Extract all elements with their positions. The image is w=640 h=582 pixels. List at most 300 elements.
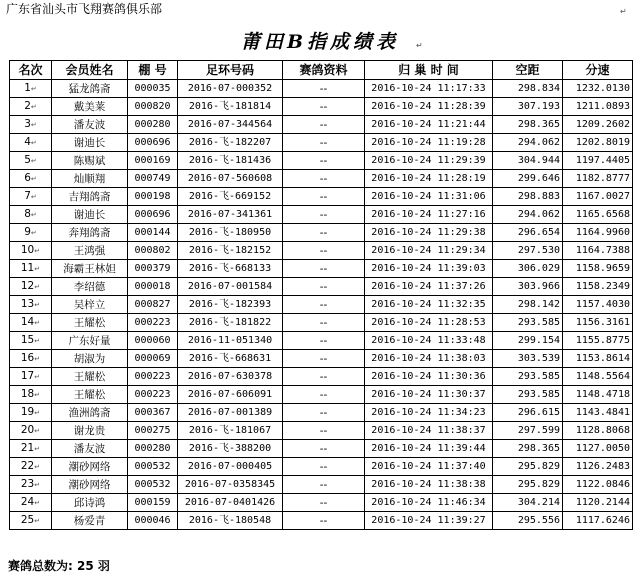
cell-pigeon-info-text: -- [319,424,328,437]
cell-rank-text: 24 [20,496,35,508]
cell-distance-text: 307.193 [517,100,560,112]
cell-loft-number-text: 000198 [134,190,171,202]
cell-member-name-text: 王耀松 [73,388,106,401]
cell-loft-number-text: 000802 [134,244,171,256]
cell-distance [493,206,563,224]
cell-ring-number [178,260,283,278]
cell-rank-text: 23 [20,478,35,490]
cell-loft-number-text: 000379 [134,262,171,274]
cell-member-name-text: 潘友波 [73,118,106,131]
cell-ring-number-text: 2016-11-051340 [187,334,273,346]
cell-member-name-text: 谢龙贵 [73,424,106,437]
cell-arrival-time [365,278,493,296]
cell-member-name [52,278,128,296]
cell-rank-text: 10 [20,244,35,256]
cell-speed-text: 1155.8775 [575,334,630,346]
table-row [10,116,633,134]
cell-member-name-text: 广东好量 [68,334,111,347]
cell-arrival-time-text: 2016-10-24 11:28:39 [371,100,486,112]
cell-loft-number [128,296,178,314]
cell-distance [493,458,563,476]
cell-speed [563,494,633,512]
cell-distance-text: 295.829 [517,478,560,490]
cell-pigeon-info-text: -- [319,352,328,365]
cell-rank-text: 6 [24,172,31,184]
cell-rank [10,242,52,260]
paragraph-mark: ↵ [30,157,37,165]
cell-ring-number [178,440,283,458]
cell-loft-number-text: 000275 [134,424,171,436]
cell-distance-text: 299.646 [517,172,560,184]
cell-pigeon-info [283,350,365,368]
cell-arrival-time [365,386,493,404]
cell-speed [563,134,633,152]
cell-distance [493,80,563,98]
cell-ring-number [178,458,283,476]
cell-distance [493,332,563,350]
cell-member-name [52,332,128,350]
cell-pigeon-info-text: -- [319,280,328,293]
cell-rank-text: 21 [20,442,35,454]
cell-ring-number-text: 2016-飞-181436 [188,154,272,166]
cell-rank [10,224,52,242]
cell-speed [563,260,633,278]
cell-ring-number-text: 2016-07-0358345 [184,478,276,490]
cell-distance [493,314,563,332]
cell-arrival-time-text: 2016-10-24 11:37:26 [371,280,486,292]
cell-distance-text: 304.944 [517,154,560,166]
cell-speed [563,368,633,386]
cell-pigeon-info [283,188,365,206]
cell-rank [10,332,52,350]
cell-arrival-time [365,224,493,242]
paragraph-mark: ↵ [34,481,41,489]
cell-speed-text: 1182.8777 [575,172,630,184]
cell-ring-number [178,332,283,350]
cell-arrival-time [365,242,493,260]
cell-rank-text: 2 [24,100,31,112]
cell-arrival-time [365,134,493,152]
cell-distance-text: 294.062 [517,136,560,148]
cell-member-name-text: 邱诗鸿 [73,496,106,509]
cell-distance-text: 298.834 [517,82,560,94]
paragraph-mark: ↵ [34,265,41,273]
cell-loft-number-text: 000223 [134,370,171,382]
cell-speed-text: 1126.2483 [575,460,630,472]
paragraph-mark: ↵ [30,139,37,147]
cell-rank-text: 9 [24,226,31,238]
cell-rank [10,350,52,368]
table-row [10,458,633,476]
cell-loft-number-text: 000280 [134,442,171,454]
cell-speed-text: 1117.6246 [575,514,630,526]
cell-pigeon-info-text: -- [319,100,328,113]
table-row [10,314,633,332]
cell-ring-number-text: 2016-飞-180950 [188,226,272,238]
cell-ring-number-text: 2016-07-0401426 [184,496,276,508]
cell-ring-number [178,512,283,530]
cell-arrival-time-text: 2016-10-24 11:31:06 [371,190,486,202]
table-row [10,368,633,386]
paragraph-mark: ↵ [34,499,41,507]
cell-arrival-time-text: 2016-10-24 11:32:35 [371,298,486,310]
cell-arrival-time [365,260,493,278]
cell-pigeon-info-text: -- [319,496,328,509]
cell-ring-number-text: 2016-飞-388200 [188,442,272,454]
cell-loft-number [128,206,178,224]
cell-loft-number [128,98,178,116]
cell-distance-text: 298.365 [517,118,560,130]
cell-distance-text: 298.365 [517,442,560,454]
cell-rank-text: 18 [20,388,35,400]
cell-loft-number [128,386,178,404]
cell-speed [563,350,633,368]
cell-speed [563,206,633,224]
cell-arrival-time-text: 2016-10-24 11:39:27 [371,514,486,526]
header-arrival-time: 归 巢 时 间 [365,61,493,80]
cell-pigeon-info [283,512,365,530]
cell-pigeon-info-text: -- [319,190,328,203]
cell-arrival-time-text: 2016-10-24 11:38:38 [371,478,486,490]
cell-loft-number [128,170,178,188]
cell-speed [563,296,633,314]
cell-arrival-time-text: 2016-10-24 11:29:34 [371,244,486,256]
cell-ring-number [178,350,283,368]
cell-rank-text: 20 [20,424,35,436]
table-row [10,152,633,170]
cell-rank-text: 5 [24,154,31,166]
cell-ring-number [178,206,283,224]
cell-pigeon-info-text: -- [319,226,328,239]
cell-ring-number-text: 2016-飞-669152 [188,190,272,202]
cell-member-name [52,404,128,422]
header-distance: 空距 [493,61,563,80]
paragraph-mark: ↵ [34,409,41,417]
cell-arrival-time [365,512,493,530]
cell-pigeon-info [283,80,365,98]
paragraph-mark: ↵ [34,517,41,525]
cell-pigeon-info [283,458,365,476]
cell-distance [493,116,563,134]
cell-member-name [52,386,128,404]
header-loft-number: 棚 号 [128,61,178,80]
cell-speed-text: 1164.7388 [575,244,630,256]
cell-ring-number-text: 2016-飞-181067 [188,424,272,436]
cell-speed [563,188,633,206]
paragraph-mark: ↵ [34,427,41,435]
cell-rank [10,440,52,458]
header-speed: 分速 [563,61,633,80]
cell-loft-number [128,188,178,206]
cell-speed [563,476,633,494]
paragraph-mark: ↵ [34,301,41,309]
cell-member-name [52,368,128,386]
cell-rank [10,80,52,98]
cell-pigeon-info [283,422,365,440]
cell-member-name [52,242,128,260]
cell-member-name-text: 海霸王林妲 [63,262,116,275]
cell-arrival-time-text: 2016-10-24 11:37:40 [371,460,486,472]
cell-distance [493,152,563,170]
cell-loft-number-text: 000820 [134,100,171,112]
cell-member-name [52,224,128,242]
table-row [10,242,633,260]
cell-speed [563,314,633,332]
cell-arrival-time [365,170,493,188]
cell-loft-number-text: 000280 [134,118,171,130]
cell-arrival-time [365,332,493,350]
cell-ring-number [178,278,283,296]
cell-pigeon-info [283,134,365,152]
cell-loft-number [128,116,178,134]
cell-rank [10,512,52,530]
cell-rank-text: 11 [20,262,35,274]
cell-loft-number-text: 000144 [134,226,171,238]
paragraph-mark: ↵ [30,85,37,93]
cell-loft-number-text: 000827 [134,298,171,310]
cell-loft-number [128,494,178,512]
cell-pigeon-info-text: -- [319,370,328,383]
cell-distance-text: 294.062 [517,208,560,220]
cell-arrival-time [365,314,493,332]
cell-loft-number-text: 000532 [134,460,171,472]
cell-rank-text: 7 [24,190,31,202]
cell-pigeon-info [283,296,365,314]
cell-loft-number-text: 000696 [134,208,171,220]
cell-rank [10,296,52,314]
cell-ring-number [178,98,283,116]
cell-loft-number [128,224,178,242]
cell-loft-number-text: 000069 [134,352,171,364]
cell-member-name-text: 王耀松 [73,370,106,383]
cell-loft-number [128,440,178,458]
cell-pigeon-info-text: -- [319,388,328,401]
table-row [10,512,633,530]
cell-loft-number [128,314,178,332]
cell-ring-number-text: 2016-飞-182152 [188,244,272,256]
cell-pigeon-info [283,404,365,422]
paragraph-mark: ↵ [34,283,41,291]
cell-loft-number [128,476,178,494]
table-row [10,494,633,512]
cell-distance [493,170,563,188]
cell-pigeon-info-text: -- [319,136,328,149]
cell-rank-text: 15 [20,334,35,346]
cell-rank [10,314,52,332]
cell-pigeon-info-text: -- [319,118,328,131]
cell-member-name-text: 潮砂网络 [68,478,111,491]
cell-arrival-time-text: 2016-10-24 11:46:34 [371,496,486,508]
cell-member-name [52,152,128,170]
cell-ring-number-text: 2016-07-344564 [187,118,273,130]
cell-pigeon-info [283,332,365,350]
cell-ring-number-text: 2016-07-000352 [187,82,273,94]
cell-rank-text: 3 [24,118,31,130]
cell-member-name-text: 渔洲鸽斋 [68,406,111,419]
cell-arrival-time-text: 2016-10-24 11:19:28 [371,136,486,148]
cell-distance [493,224,563,242]
cell-member-name [52,206,128,224]
cell-ring-number [178,170,283,188]
cell-distance-text: 297.599 [517,424,560,436]
cell-speed-text: 1209.2602 [575,118,630,130]
cell-distance [493,368,563,386]
cell-loft-number [128,242,178,260]
cell-pigeon-info [283,260,365,278]
cell-arrival-time [365,350,493,368]
cell-pigeon-info-text: -- [319,244,328,257]
paragraph-mark: ↵ [34,355,41,363]
cell-arrival-time [365,476,493,494]
cell-pigeon-info-text: -- [319,334,328,347]
cell-loft-number [128,80,178,98]
cell-speed-text: 1148.4718 [575,388,630,400]
cell-speed-text: 1122.0846 [575,478,630,490]
cell-speed [563,404,633,422]
cell-speed-text: 1143.4841 [575,406,630,418]
cell-distance [493,494,563,512]
cell-speed-text: 1153.8614 [575,352,630,364]
cell-loft-number [128,458,178,476]
cell-distance [493,404,563,422]
cell-speed-text: 1232.0130 [575,82,630,94]
cell-member-name [52,296,128,314]
cell-distance-text: 297.530 [517,244,560,256]
cell-pigeon-info-text: -- [319,478,328,491]
paragraph-mark: ↵ [34,247,41,255]
cell-loft-number [128,422,178,440]
cell-member-name-text: 吉翔鸽斋 [68,190,111,203]
cell-speed [563,242,633,260]
cell-member-name [52,494,128,512]
cell-pigeon-info [283,224,365,242]
cell-rank-text: 19 [20,406,35,418]
cell-member-name-text: 戴美莱 [73,100,106,113]
cell-arrival-time [365,458,493,476]
cell-member-name-text: 陈赐斌 [73,154,106,167]
table-header-row [10,61,633,80]
cell-member-name [52,98,128,116]
cell-member-name [52,314,128,332]
cell-speed [563,386,633,404]
cell-arrival-time [365,188,493,206]
cell-arrival-time [365,440,493,458]
cell-loft-number [128,332,178,350]
cell-speed-text: 1164.9960 [575,226,630,238]
cell-rank-text: 17 [20,370,35,382]
table-row [10,476,633,494]
cell-pigeon-info-text: -- [319,316,328,329]
cell-speed [563,224,633,242]
cell-arrival-time [365,404,493,422]
cell-distance-text: 298.883 [517,190,560,202]
cell-arrival-time [365,116,493,134]
cell-member-name-text: 谢迪长 [73,208,106,221]
cell-ring-number-text: 2016-07-606091 [187,388,273,400]
cell-rank [10,206,52,224]
cell-pigeon-info [283,440,365,458]
cell-rank [10,404,52,422]
cell-loft-number [128,134,178,152]
paragraph-mark: ↵ [34,337,41,345]
cell-ring-number-text: 2016-飞-668133 [188,262,272,274]
cell-rank-text: 25 [20,514,35,526]
cell-loft-number [128,260,178,278]
cell-member-name [52,440,128,458]
cell-rank [10,476,52,494]
table-row [10,98,633,116]
cell-speed [563,422,633,440]
cell-ring-number-text: 2016-07-001584 [187,280,273,292]
cell-rank [10,422,52,440]
cell-arrival-time-text: 2016-10-24 11:21:44 [371,118,486,130]
cell-arrival-time-text: 2016-10-24 11:34:23 [371,406,486,418]
cell-loft-number-text: 000696 [134,136,171,148]
organization-name: 广东省汕头市飞翔赛鸽俱乐部 [6,2,163,16]
paragraph-mark: ↵ [30,103,37,111]
cell-loft-number [128,368,178,386]
cell-arrival-time [365,206,493,224]
cell-ring-number [178,152,283,170]
cell-speed [563,332,633,350]
cell-pigeon-info-text: -- [319,262,328,275]
table-row [10,278,633,296]
paragraph-mark: ↵ [34,391,41,399]
cell-loft-number-text: 000532 [134,478,171,490]
cell-rank [10,152,52,170]
header-rank: 名次 [10,61,52,80]
cell-ring-number [178,242,283,260]
cell-speed-text: 1158.9659 [575,262,630,274]
cell-rank [10,98,52,116]
cell-rank-text: 12 [20,280,35,292]
cell-rank [10,116,52,134]
cell-arrival-time-text: 2016-10-24 11:29:38 [371,226,486,238]
cell-member-name [52,458,128,476]
cell-speed [563,512,633,530]
cell-member-name-text: 奔翔鸽斋 [68,226,111,239]
cell-loft-number-text: 000169 [134,154,171,166]
cell-speed-text: 1167.0027 [575,190,630,202]
cell-rank-text: 13 [20,298,35,310]
cell-ring-number [178,296,283,314]
cell-distance [493,386,563,404]
cell-loft-number-text: 000367 [134,406,171,418]
cell-rank [10,368,52,386]
cell-rank-text: 16 [20,352,35,364]
cell-member-name [52,80,128,98]
cell-loft-number-text: 000018 [134,280,171,292]
cell-distance-text: 296.615 [517,406,560,418]
table-row [10,422,633,440]
cell-distance [493,98,563,116]
cell-arrival-time-text: 2016-10-24 11:29:39 [371,154,486,166]
cell-speed-text: 1211.0893 [575,100,630,112]
cell-speed-text: 1156.3161 [575,316,630,328]
cell-ring-number-text: 2016-07-001389 [187,406,273,418]
cell-ring-number-text: 2016-飞-180548 [188,514,272,526]
cell-member-name-text: 吴梓立 [73,298,106,311]
cell-ring-number-text: 2016-飞-181822 [188,316,272,328]
cell-loft-number [128,278,178,296]
cell-loft-number [128,404,178,422]
cell-loft-number-text: 000035 [134,82,171,94]
cell-pigeon-info [283,278,365,296]
cell-pigeon-info-text: -- [319,172,328,185]
table-row [10,206,633,224]
table-row [10,404,633,422]
cell-distance-text: 306.029 [517,262,560,274]
